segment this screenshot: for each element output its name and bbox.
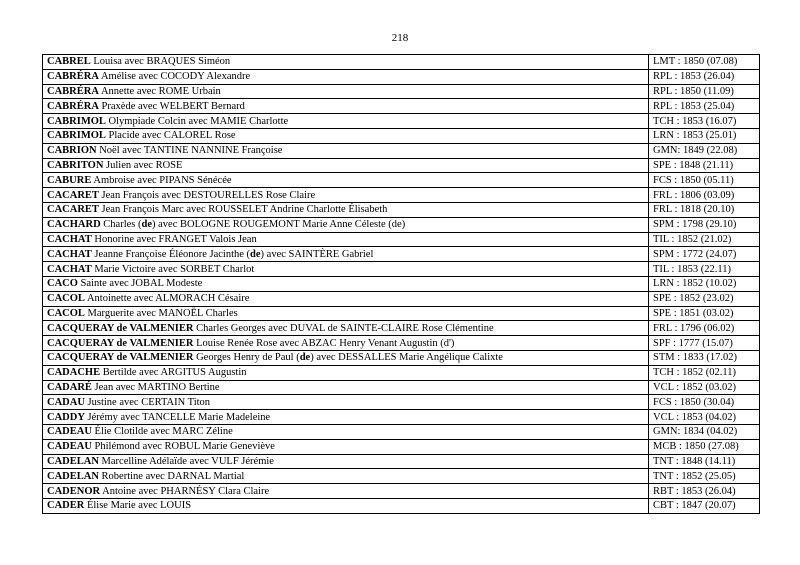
entry-details: Jean François avec DESTOURELLES Rose Claire — [98, 189, 316, 201]
surname: CACO — [47, 278, 78, 290]
surname: CACHARD — [47, 219, 101, 231]
table-row — [43, 114, 760, 129]
surname: CADACHE — [47, 367, 101, 379]
surname: CACHAT — [47, 263, 92, 275]
entry-cell — [43, 321, 649, 336]
reference-cell: FRL : 1796 (06.02) — [649, 321, 760, 336]
reference-cell: MCB : 1850 (27.08) — [649, 439, 760, 454]
entry-details: Jeanne Françoise Éléonore Jacinthe ( — [91, 248, 251, 260]
entry-details: Honorine avec FRANGET Valois Jean — [91, 233, 257, 245]
surname: CADENOR — [47, 485, 101, 497]
reference-cell: GMN: 1834 (04.02) — [649, 424, 760, 439]
entry-cell — [43, 69, 649, 84]
entry-details: Antoinette avec ALMORACH Césaire — [84, 293, 250, 305]
surname: CADDY — [47, 411, 85, 423]
entry-details: Louise Renée Rose avec ABZAC Henry Venant Augustin (d') — [193, 337, 455, 349]
entry-cell — [43, 395, 649, 410]
entry-cell — [43, 380, 649, 395]
reference-cell: FCS : 1850 (30.04) — [649, 395, 760, 410]
entry-details: Marcelline Adélaïde avec VULF Jérémie — [98, 455, 274, 467]
entry-cell — [43, 306, 649, 321]
reference-cell: TCH : 1852 (02.11) — [649, 365, 760, 380]
surname: CABRITON — [47, 159, 104, 171]
entry-cell — [43, 247, 649, 262]
surname: CADAU — [47, 396, 85, 408]
entry-cell — [43, 99, 649, 114]
reference-cell: RPL : 1853 (25.04) — [649, 99, 760, 114]
table-row — [43, 498, 760, 513]
surname: CADER — [47, 500, 85, 512]
surname: CABRION — [47, 145, 97, 157]
table-row — [43, 424, 760, 439]
table-row — [43, 439, 760, 454]
table-row — [43, 395, 760, 410]
surname: CACARET — [47, 189, 99, 201]
surname: CABRÉRA — [47, 85, 99, 97]
surname: CACQUERAY de VALMENIER — [47, 322, 194, 334]
table-row — [43, 410, 760, 425]
reference-cell: SPM : 1772 (24.07) — [649, 247, 760, 262]
page-number: 218 — [391, 32, 409, 44]
registry-body — [43, 55, 760, 514]
table-row — [43, 321, 760, 336]
reference-cell: TNT : 1848 (14.11) — [649, 454, 760, 469]
reference-cell: SPE : 1851 (03.02) — [649, 306, 760, 321]
reference-cell: FCS : 1850 (05.11) — [649, 173, 760, 188]
surname: CABRIMOL — [47, 130, 106, 142]
entry-details: Louisa avec BRAQUES Siméon — [90, 56, 231, 68]
reference-cell: RPL : 1853 (26.04) — [649, 69, 760, 84]
table-row — [43, 217, 760, 232]
reference-cell: SPM : 1798 (29.10) — [649, 217, 760, 232]
table-row — [43, 158, 760, 173]
entry-details: Justine avec CERTAIN Titon — [84, 396, 211, 408]
entry-details: Sainte avec JOBAL Modeste — [77, 278, 203, 290]
entry-cell — [43, 262, 649, 277]
surname: CADELAN — [47, 470, 99, 482]
reference-cell: SPE : 1852 (23.02) — [649, 291, 760, 306]
entry-cell — [43, 114, 649, 129]
table-row — [43, 350, 760, 365]
entry-details: Robertine avec DARNAL Martial — [98, 470, 245, 482]
surname: CACHAT — [47, 233, 92, 245]
entry-details: Julien avec ROSE — [103, 159, 183, 171]
entry-cell — [43, 128, 649, 143]
surname: CADELAN — [47, 455, 99, 467]
entry-details: Charles ( — [100, 219, 142, 231]
surname: CADEAU — [47, 426, 92, 438]
surname: CADEAU — [47, 441, 92, 453]
table-row — [43, 202, 760, 217]
reference-cell: RBT : 1853 (26.04) — [649, 484, 760, 499]
table-row — [43, 69, 760, 84]
entry-details-continued: ) avec BOLOGNE ROUGEMONT Marie Anne Céleste (de) — [152, 219, 406, 231]
table-row — [43, 336, 760, 351]
reference-cell: VCL : 1852 (03.02) — [649, 380, 760, 395]
table-row — [43, 291, 760, 306]
entry-details: Praxède avec WELBERT Bernard — [98, 100, 245, 112]
entry-cell — [43, 439, 649, 454]
surname: CABURE — [47, 174, 92, 186]
reference-cell: LRN : 1853 (25.01) — [649, 128, 760, 143]
table-row — [43, 55, 760, 70]
entry-details: Noël avec TANTINE NANNINE Françoise — [96, 145, 283, 157]
table-row — [43, 232, 760, 247]
entry-details-continued: ) avec DESSALLES Marie Angélique Calixte — [310, 352, 503, 364]
table-row — [43, 306, 760, 321]
entry-cell — [43, 84, 649, 99]
table-row — [43, 128, 760, 143]
table-row — [43, 143, 760, 158]
entry-details: Charles Georges avec DUVAL de SAINTE-CLAIRE Rose Clémentine — [193, 322, 494, 334]
surname: CACQUERAY de VALMENIER — [47, 352, 194, 364]
entry-details: Jean François Marc avec ROUSSELET Andrine Charlotte Élisabeth — [98, 204, 388, 216]
entry-details: Antoine avec PHARNÉSY Clara Claire — [100, 485, 270, 497]
reference-cell: FRL : 1818 (20.10) — [649, 202, 760, 217]
surname: CADARÉ — [47, 381, 92, 393]
table-row — [43, 276, 760, 291]
reference-cell: SPF : 1777 (15.07) — [649, 336, 760, 351]
table-row — [43, 188, 760, 203]
entry-details: Élie Clotilde avec MARC Zéline — [91, 426, 233, 438]
table-row — [43, 469, 760, 484]
surname: CABREL — [47, 56, 91, 68]
surname: CACHAT — [47, 248, 92, 260]
entry-cell — [43, 217, 649, 232]
surname: CABRIMOL — [47, 115, 106, 127]
surname: CACOL — [47, 293, 85, 305]
reference-cell: STM : 1833 (17.02) — [649, 350, 760, 365]
reference-cell: LRN : 1852 (10.02) — [649, 276, 760, 291]
entry-details: Georges Henry de Paul ( — [193, 352, 300, 364]
entry-details: Marie Victoire avec SORBET Charlot — [91, 263, 255, 275]
entry-cell — [43, 469, 649, 484]
reference-cell: GMN: 1849 (22.08) — [649, 143, 760, 158]
entry-details-continued: ) avec SAINTÈRE Gabriel — [260, 248, 374, 260]
reference-cell: TCH : 1853 (16.07) — [649, 114, 760, 129]
entry-cell — [43, 55, 649, 70]
entry-cell — [43, 365, 649, 380]
entry-cell — [43, 484, 649, 499]
reference-cell: CBT : 1847 (20.07) — [649, 498, 760, 513]
entry-details: Marguerite avec MANOËL Charles — [84, 307, 238, 319]
entry-cell — [43, 424, 649, 439]
table-row — [43, 380, 760, 395]
entry-cell — [43, 232, 649, 247]
reference-cell: TNT : 1852 (25.05) — [649, 469, 760, 484]
surname: CACOL — [47, 307, 85, 319]
surname: CACQUERAY de VALMENIER — [47, 337, 194, 349]
reference-cell: RPL : 1850 (11.09) — [649, 84, 760, 99]
entry-cell — [43, 350, 649, 365]
reference-cell: TIL : 1853 (22.11) — [649, 262, 760, 277]
entry-cell — [43, 454, 649, 469]
entry-details: Jean avec MARTINO Bertine — [91, 381, 220, 393]
surname: CABRÉRA — [47, 71, 99, 83]
surname: CABRÉRA — [47, 100, 99, 112]
particle: de — [250, 248, 261, 260]
table-row — [43, 173, 760, 188]
table-row — [43, 484, 760, 499]
entry-cell — [43, 143, 649, 158]
entry-cell — [43, 173, 649, 188]
entry-details: Olympiade Colcin avec MAMIE Charlotte — [105, 115, 289, 127]
entry-details: Placide avec CALOREL Rose — [105, 130, 236, 142]
table-row — [43, 262, 760, 277]
table-row — [43, 454, 760, 469]
entry-details: Élise Marie avec LOUIS — [84, 500, 192, 512]
entry-cell — [43, 158, 649, 173]
entry-details: Annette avec ROME Urbain — [98, 85, 221, 97]
entry-details: Jérémy avec TANCELLE Marie Madeleine — [84, 411, 271, 423]
reference-cell: SPE : 1848 (21.11) — [649, 158, 760, 173]
table-row — [43, 365, 760, 380]
table-row — [43, 247, 760, 262]
table-row — [43, 99, 760, 114]
particle: de — [299, 352, 311, 364]
surname: CACARET — [47, 204, 99, 216]
entry-cell — [43, 276, 649, 291]
reference-cell: VCL : 1853 (04.02) — [649, 410, 760, 425]
entry-cell — [43, 410, 649, 425]
reference-cell: FRL : 1806 (03.09) — [649, 188, 760, 203]
marriage-registry-table — [42, 54, 760, 514]
entry-details: Amélise avec COCODY Alexandre — [98, 71, 251, 83]
entry-details: Ambroise avec PIPANS Sénécée — [91, 174, 232, 186]
entry-details: Bertilde avec ARGITUS Augustin — [100, 367, 247, 379]
particle: de — [141, 219, 152, 231]
table-row — [43, 84, 760, 99]
entry-cell — [43, 188, 649, 203]
entry-cell — [43, 498, 649, 513]
entry-cell — [43, 291, 649, 306]
entry-details: Philémond avec ROBUL Marie Geneviève — [91, 441, 275, 453]
reference-cell: TIL : 1852 (21.02) — [649, 232, 760, 247]
reference-cell: LMT : 1850 (07.08) — [649, 55, 760, 70]
entry-cell — [43, 336, 649, 351]
entry-cell — [43, 202, 649, 217]
